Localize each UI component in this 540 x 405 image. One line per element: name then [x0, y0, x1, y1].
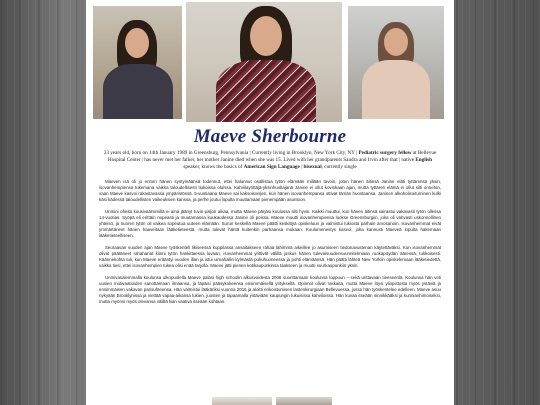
story-paragraph: Seuraavan vuoden ajan Maeve työskenteli likiseessä kuppilassa ansaitakseen rahaa lähimmä aikeillee jo asumiseen tiedonavustenan käytettäväksi. Kun isovanhemmat olivat päätäneet rahahanat kiinni tytön hankittaessa luvaan, isovanhemmat yrittivät välillä joskus hänen tulevaisuudensuunnitelmiaan ruokapöydän ääressä, tukkoisesti. Käännekohta tuli, kun Maeve erääntyi vuoden illan ja istui uimahallin kylmästä pukuhuoneessa ja pohti elämäänsä. Hän päätti lähteä New Yorkiin opiskelemaan lääketiedettä, vaikka tiesi, ettei isovanhempien tukea olisi enää tarjolla. Maeve jätti pienen kotikaupunkinsa taakseen ja muutti suurkaupunkiin yksin.	[99, 245, 441, 268]
bio-text: speaker, knows the basics of	[183, 164, 243, 170]
profile-name: Maeve Sherbourne	[193, 126, 347, 147]
bio-orientation: bisexual	[303, 164, 322, 170]
bottom-photo	[276, 397, 332, 405]
profile-photo-left	[93, 6, 182, 119]
profile-story	[99, 179, 441, 305]
story-paragraph: Maeven isä oli jo ennen hänen syntymäänsä todennut, ettei halunnut osallistua tytön elämään millään tavoin, joten hänen äitinsä Janine eläti tyttärensä yksin, isovanhempiensa tukemana vaikka taloudellisesti tiukoissa oloissa. Kahvilayrittäjä-yksinhuoltajanä Janine ei ollut kovinkaan ajan, mutta tyttären elämä ei ollut silti onneton, vaan Maeve kasvoi rakastavassa ympäristössä. 5-vuotiaana Maeve sai kaksoisveljen, kun hänen isovanhempansa ottivat tämän huostaansa. Janinen alkoholisoituminen kulki käsi kädessä taloudellisten vaikeuksien kanssa, ja perhe joutui lopulta muuttamaan pienempään asuntoon.	[99, 179, 441, 202]
bottom-photo	[212, 397, 272, 405]
bio-text: at Bellevue Hospital Center | has never met her father, her mother Janine died when she was 15. Lived with her grandparents Sandra and Irvin after that | native	[107, 150, 437, 163]
profile-photo-right	[348, 6, 444, 119]
photo-header	[86, 0, 454, 122]
bio-text: 33 years old, born on 14th January 1989 in Greensburg, Pennsylvania | Currently living in Brooklyn, New York City, NY |	[103, 150, 358, 156]
bio-language: English	[415, 157, 433, 163]
story-paragraph: Unmivasalemmalla koulunsa ulkopuolella Maeve palasi high schoolin alkusvoidesta 2008 suorittamaan koulunsa loppuun – sekä urittavaan tieeseenlä. Koulunsa hän veti uusien motivaatioiden sanottamaan ilmaansa, ja läpäisi pääsykokeensa ensimmäisellä yrityksellä. Opinnot olivat raskaita, mutta Maeve löysi yliopistosta myös ystäviä ja ensimmäisen vakavan parisuhteensa. Hän valmistui lääkäriksi vuonna 2016 ja aloitti erikoistumisen lastenkirurgiaan Bellevuessa, jossa hän työskentelee edelleen. Maeve asuu nykyään Brooklynissa ja viettää vapaa-aikansa lukien, juosten ja tapaamalla ystäviään kaupungin lukuisissa kahviloissa. Hän kuvaa itseään sinnikkääksi ja kunnianhimoiseksi, mutta myönsi myös olevansa välillä liian vaativa itseään kohtaan.	[99, 275, 441, 304]
bottom-photos	[86, 393, 454, 405]
bio-text: , currently single	[321, 164, 357, 170]
profile-page	[86, 0, 454, 405]
profile-photo-main	[186, 2, 342, 122]
profile-bio	[100, 150, 440, 171]
bio-text: |	[301, 164, 303, 170]
bio-occupation: Pediatric surgery fellow	[358, 150, 412, 156]
story-paragraph: Unmini oheita kuusivaärsimillä ei aina jäänyt tuvin paljon aikaa, mutta Maeve pärjäsi koulussa silti hyvin. Kaikki muuttui, kun hänen äitinsä sairastui vakavasti tytön ollessa 14-vuotias. Syöpä eli erittäin nopeasti ja muutamassa kuukaudessa Janine oli poissa. Maeve muutti isovanhempiensa luokse Greensburgiin, joka oli vahvasti uskonnollinen yhteisö, ja nuoren tytön oli vaikea sopeutua uuteen elämään. Surun keskellä Maeve päätti keskittyä opiskeluun ja valmistui lukiosta parhain arvosanoin. Isovanhemmat eivät ymmärtäneet hänen haaveitaan lääketieteestä, mutta tukivat häntä kuitenkin parhaansa mukaan. Koulumenestys kasvoi, joka kannusti Maeveä lopulta hakemaan lääketieteelliseen.	[99, 209, 441, 238]
bio-sign-language: American Sign Language	[243, 164, 300, 170]
